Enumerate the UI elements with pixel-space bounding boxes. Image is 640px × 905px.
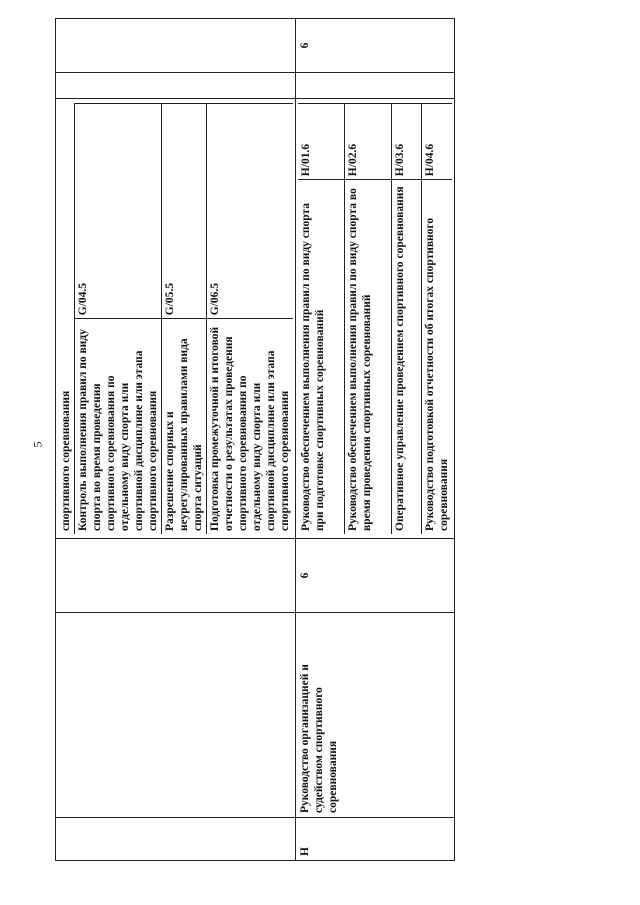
function-code: G/04.5: [75, 104, 162, 319]
page-number: 5: [30, 441, 45, 448]
function-code: G/06.5: [207, 104, 294, 319]
function-code: H/01.6: [298, 104, 345, 180]
function-code: H/04.6: [422, 104, 453, 180]
cell-empty-right: [56, 73, 296, 99]
row-name: Руководство организацией и судейством спортивного соревнования: [296, 613, 455, 818]
cell-empty-code: [56, 818, 296, 861]
prev-functions-table: [58, 103, 293, 534]
prev-functions-cell: [56, 99, 296, 539]
function-name: Руководство обеспечением выполнения правил по виду спорта во время проведения спортивных соревнований: [345, 180, 392, 534]
row-code: H: [296, 818, 455, 861]
cell-empty-name: [56, 613, 296, 818]
function-code: G/05.5: [162, 104, 207, 319]
cell-empty-level: [56, 539, 296, 613]
function-name: Руководство обеспечением выполнения правил по виду спорта при подготовке спортивных соревнований: [298, 180, 345, 534]
row-functions-cell: [296, 99, 455, 539]
function-name: Руководство подготовкой отчетности об итогах спортивного соревнования: [422, 180, 453, 534]
cell-empty-level2: [56, 19, 296, 73]
function-code: H/03.6: [392, 104, 422, 180]
rotated-table-container: [55, 18, 451, 861]
row-level: 6: [296, 539, 455, 613]
row-function-level: 6: [296, 19, 455, 73]
function-name: Оперативное управление проведением спортивного соревнования: [392, 180, 422, 534]
row-functions-table: [298, 103, 452, 534]
function-name: Подготовка промежуточной и итоговой отчетности о результатах проведения спортивного соревнования по отдельному виду спорта или спортивной дисциплине или этапа спортивного соревнования: [207, 319, 294, 534]
function-name: Разрешение спорных и неурегулированных правилами вида спорта ситуаций: [162, 319, 207, 534]
cell-empty-right: [296, 73, 455, 99]
function-code: H/02.6: [345, 104, 392, 180]
prev-continuation-text: спортивного соревнования: [58, 104, 75, 535]
functions-table: [55, 18, 455, 861]
function-name: Контроль выполнения правил по виду спорта во время проведения спортивного соревнования по отдельному виду спорта или спортивной дисциплине или этапа спортивного соревнования: [75, 319, 162, 534]
